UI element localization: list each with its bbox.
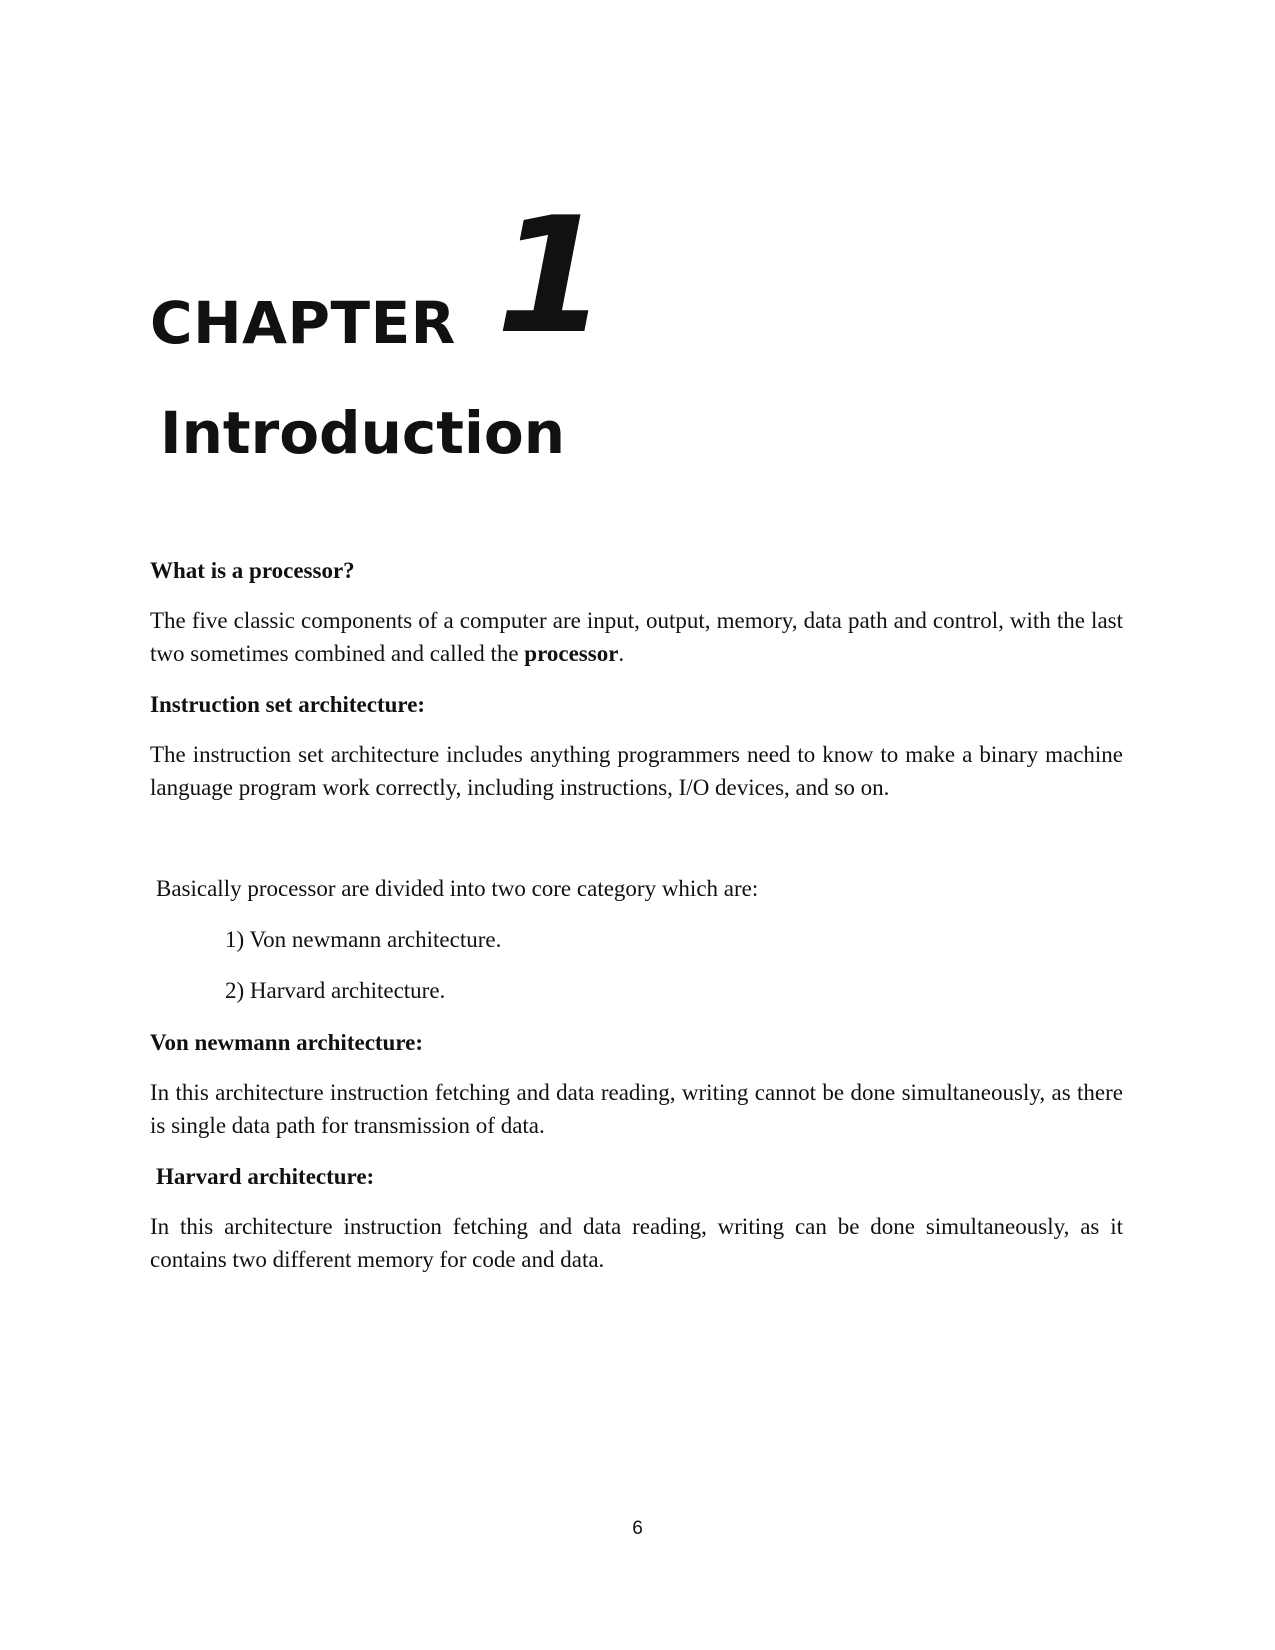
section-text-von-newmann: In this architecture instruction fetching and data reading, writing cannot be done simultaneously, as there is single data path for transmission of data. (150, 1080, 1123, 1138)
processor-bold-term: processor (524, 641, 619, 666)
chapter-label: CHAPTER (150, 289, 456, 357)
processor-text-start: The five classic components of a computer are input, output, memory, data path and control, with the last two sometimes combined and called the (150, 608, 1123, 666)
chapter-number: 1 (495, 182, 608, 369)
section-heading-isa: Instruction set architecture: (150, 692, 426, 717)
section-text-isa: The instruction set architecture includes anything programmers need to know to make a binary machine language program work correctly, including instructions, I/O devices, and so on. (150, 742, 1123, 800)
processor-text-end: . (618, 641, 625, 666)
page-number: 6 (632, 1518, 643, 1539)
section-heading-harvard: Harvard architecture: (156, 1164, 375, 1189)
section-text-processor (150, 604, 1123, 670)
categories-intro: Basically processor are divided into two core category which are: (156, 876, 759, 901)
section-heading-von-newmann: Von newmann architecture: (150, 1030, 424, 1055)
chapter-title: Introduction (160, 399, 565, 467)
list-item: 1) Von newmann architecture. (225, 927, 502, 952)
chapter-heading (150, 182, 608, 369)
section-text-harvard: In this architecture instruction fetching and data reading, writing can be done simultaneously, as it contains two different memory for code and data. (150, 1214, 1123, 1272)
section-heading-processor: What is a processor? (150, 558, 355, 583)
list-item: 2) Harvard architecture. (225, 978, 446, 1003)
